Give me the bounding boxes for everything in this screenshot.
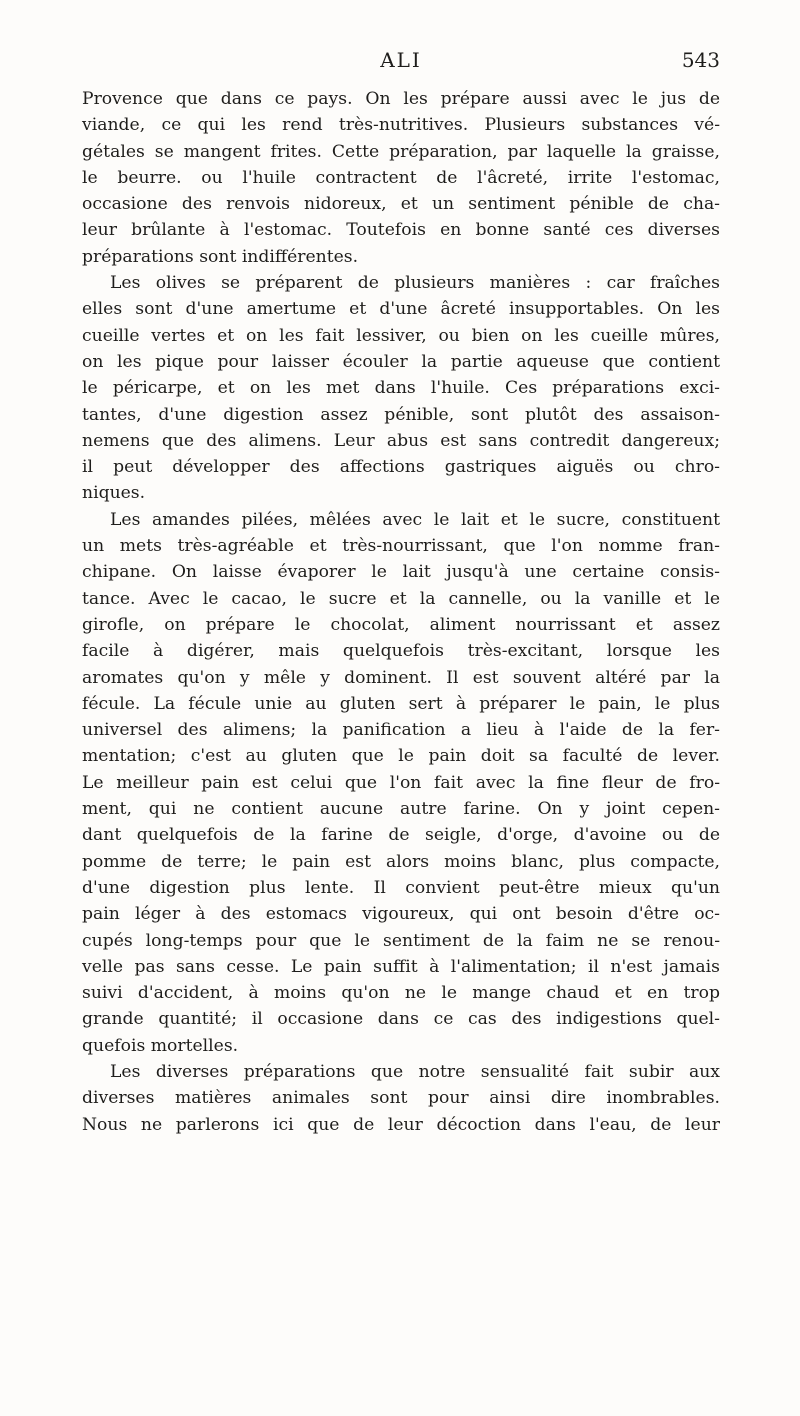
paragraph-start-line: Les diverses préparations que notre sensualité fait subir aux [110,1061,720,1082]
text-line: viande, ce qui les rend très-nutritives. Plusieurs substances vé- [82,115,720,136]
text-line: pomme de terre; le pain est alors moins blanc, plus compacte, [82,851,720,872]
text-line: occasione des renvois nidoreux, et un sentiment pénible de cha- [82,194,720,215]
paragraph-start-line: Les olives se préparent de plusieurs manières : car fraîches [110,273,720,294]
text-line: pain léger à des estomacs vigoureux, qui ont besoin d'être oc- [82,904,720,925]
text-line: mentation; c'est au gluten que le pain doit sa faculté de lever. [82,746,720,767]
text-line: préparations sont indifférentes. [82,246,359,267]
text-line: nemens que des alimens. Leur abus est sans contredit dangereux; [82,430,720,451]
text-line: un mets très-agréable et très-nourrissant, que l'on nomme fran- [82,536,720,557]
page-number: 543 [681,48,720,72]
text-line: il peut développer des affections gastriques aiguës ou chro- [82,457,720,478]
text-line: leur brûlante à l'estomac. Toutefois en bonne santé ces diverses [82,220,720,241]
text-line: cueille vertes et on les fait lessiver, ou bien on les cueille mûres, [82,325,720,346]
page-header [82,48,720,78]
text-line: tance. Avec le cacao, le sucre et la cannelle, ou la vanille et le [82,588,720,609]
text-line: on les pique pour laisser écouler la partie aqueuse que contient [82,351,720,372]
text-line: facile à digérer, mais quelquefois très-excitant, lorsque les [82,641,720,662]
paragraph-start-line: Les amandes pilées, mêlées avec le lait et le sucre, constituent [110,509,720,530]
text-line: diverses matières animales sont pour ainsi dire inombrables. [82,1088,720,1109]
running-title: ALI [380,48,422,72]
text-line: aromates qu'on y mêle y dominent. Il est souvent altéré par la [82,667,720,688]
text-line: gétales se mangent frites. Cette préparation, par laquelle la graisse, [82,141,720,162]
text-line: Le meilleur pain est celui que l'on fait avec la fine fleur de fro- [82,772,720,793]
text-line: le beurre. ou l'huile contractent de l'âcreté, irrite l'estomac, [82,167,720,188]
text-line: quefois mortelles. [82,1035,239,1056]
text-line: niques. [82,483,146,504]
text-line: tantes, d'une digestion assez pénible, sont plutôt des assaison- [82,404,720,425]
text-line: elles sont d'une amertume et d'une âcreté insupportables. On les [82,299,720,320]
text-line: chipane. On laisse évaporer le lait jusqu'à une certaine consis- [82,562,720,583]
text-line: dant quelquefois de la farine de seigle, d'orge, d'avoine ou de [82,825,720,846]
body-text [82,86,720,1138]
text-line: suivi d'accident, à moins qu'on ne le mange chaud et en trop [82,983,720,1004]
text-line: cupés long-temps pour que le sentiment de la faim ne se renou- [82,930,720,951]
text-line: d'une digestion plus lente. Il convient peut-être mieux qu'un [82,877,720,898]
text-line: le péricarpe, et on les met dans l'huile. Ces préparations exci- [82,378,720,399]
text-line: universel des alimens; la panification a lieu à l'aide de la fer- [82,720,720,741]
text-line: grande quantité; il occasione dans ce cas des indigestions quel- [82,1009,720,1030]
text-line: Nous ne parlerons ici que de leur décoction dans l'eau, de leur [82,1114,720,1135]
text-line: Provence que dans ce pays. On les prépare aussi avec le jus de [82,89,720,109]
text-line: fécule. La fécule unie au gluten sert à préparer le pain, le plus [82,693,720,714]
text-line: ment, qui ne contient aucune autre farine. On y joint cepen- [82,799,720,820]
text-line: girofle, on prépare le chocolat, aliment nourrissant et assez [82,614,720,635]
text-line: velle pas sans cesse. Le pain suffit à l'alimentation; il n'est jamais [82,956,720,977]
